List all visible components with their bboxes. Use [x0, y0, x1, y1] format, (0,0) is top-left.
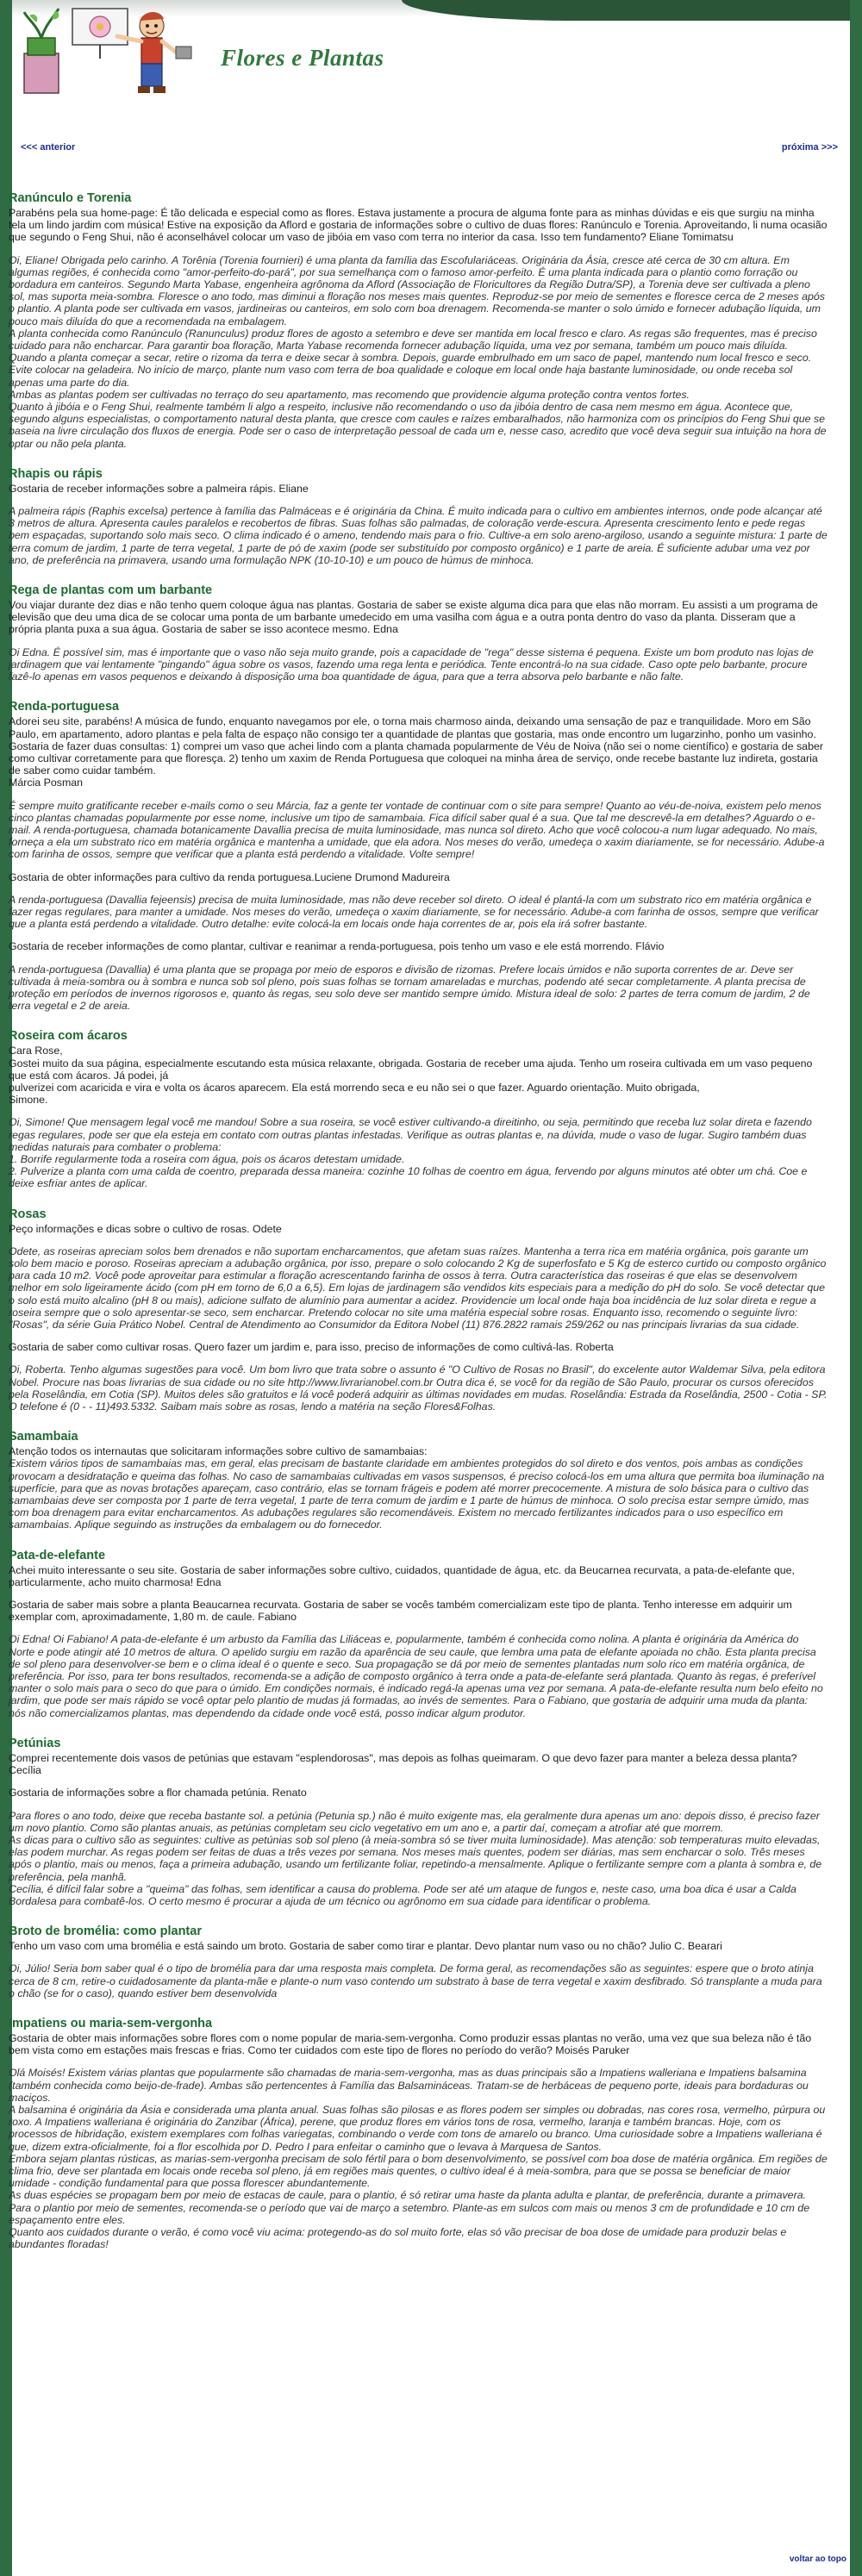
answer-text: Oi Edna. É possível sim, mas é importante que o vaso não seja muito grande, pois a capacidade de "rega" desse sistema é pequena. Existe um bom produto nas lojas de jardinagem que vai lentamente "pingando" água sobre os vasos, fazendo uma rega lenta e periódica. Tente encontrá-lo na sua cidade. Caso opte pelo barbante, procure fazê-lo apenas em vasos pequenos e deixando à disposição uma boa quantidade de água, para que a terra absorva pelo barbante e não falte.	[9, 646, 814, 683]
back-to-top-link[interactable]: voltar ao topo	[789, 2554, 846, 2564]
spacer	[9, 861, 828, 871]
faq-content	[9, 191, 828, 2267]
right-frame-border	[850, 0, 862, 2576]
answer-text: Olá Moisés! Existem várias plantas que popularmente são chamadas de maria-sem-vergonha, mas as duas principais são a Impatiens walleriana e Impatiens balsamina (também conhecida como beijo-de-frade). Ambas são pertencentes à Família das Balsamináceas. Tratam-se de herbáceas de pequeno porte, ideais para bordaduras ou maciços. A balsamina é originária da Ásia e considerada uma planta anual. Suas folhas são pilosas e as flores podem ser simples ou dobradas, nas cores rosa, vermelho, púrpura ou roxo. A Impatiens walleriana é originária do Zanzibar (África), perene, que produz flores em vários tons de rosa, vermelho, laranja e também brancas. Hoje, com os processos de hibridação, existem exemplares com folhas variegatas, combinando o verde com tons de amarelo ou branco. Uma curiosidade sobre a Impatiens walleriana é que, dizem extra-oficialmente, foi a flor escolhida por D. Pedro I para enfeitar o caminho que o levava à Marquesa de Santos. Embora sejam plantas rústicas, as marias-sem-vergonha precisam de solo fértil para o bom desenvolvimento, se possível com boa dose de matéria orgânica. Em regiões de clima frio, deve ser plantada em locais onde receba sol pleno, já em regiões mais quentes, o cultivo ideal é à meia-sombra, para que se possa se beneficiar de maior umidade - condição fundamental para que possa florescer abundantemente. As duas espécies se propagam bem por meio de estacas de caule, para o plantio, é só retirar uma haste da planta adulta e plantar, de preferência, durante a primavera. Para o plantio por meio de sementes, recomenda-se o período que vai de março a setembro. Plante-as em sulcos com mais ou menos 3 cm de profundidade e 10 cm de espaçamento entre eles. Quanto aos cuidados durante o verão, é como você viu acima: protegendo-as do sol muito forte, elas só vão precisar de boa dose de umidade para produzir belas e abundantes floradas!	[9, 2067, 828, 2251]
faq-section	[9, 1924, 828, 1999]
section-title: Impatiens ou maria-sem-vergonha	[9, 2016, 213, 2030]
faq-section	[9, 1430, 828, 1531]
answer-text: A renda-portuguesa (Davallia) é uma planta que se propaga por meio de esporos e divisão de rizomas. Prefere locais úmidos e não suporta correntes de ar. Deve ser cultivada à meia-sombra ou à sombra e nunca sob sol pleno, pois suas folhas se tornam amareladas e murchas, podendo até secar completamente. A planta precisa de proteção em períodos de invernos rigorosos e, quanto às regas, seu solo deve ser mantido sempre úmido. Mistura ideal de solo: 2 partes de terra comum de jardim, 2 de terra vegetal e 2 de areia.	[9, 963, 810, 1013]
faq-section	[9, 1207, 828, 1413]
answer-text: A palmeira rápis (Raphis excelsa) pertence à família das Palmáceas e é originária da China. É muito indicada para o cultivo em ambientes internos, onde pode alcançar até 3 metros de altura. Apresenta caules paralelos e recobertos de fibras. Suas folhas são palmadas, de coloração verde-escura. Apresenta crescimento lento e pede regas bem espaçadas, suportando solo mais seco. O clima indicado é o ameno, tendendo mais para o frio. Cultive-a em solo areno-argiloso, usando a seguinte mistura: 1 parte de terra comum de jardim, 1 parte de terra vegetal, 1 parte de pó de xaxim (pode ser substituído por composto orgânico) e 1 parte de areia. É suficiente adubar uma vez por ano, de preferência na primavera, usando uma formulação NPK (10-10-10) e um pouco de húmus de minhoca.	[9, 505, 828, 566]
question-text: Gostaria de receber informações de como plantar, cultivar e reanimar a renda-portuguesa, pois tenho um vaso e ele está morrendo. Flávio	[9, 940, 665, 953]
section-title: Broto de bromélia: como plantar	[9, 1924, 202, 1939]
question-text: Adorei seu site, parabéns! A música de fundo, enquanto navegamos por ele, o torna mais charmoso ainda, deixando uma sensação de paz e tranquilidade. Moro em São Paulo, em apartamento, adoro plantas e pela falta de espaço não consigo ter a quantidade de plantas que gostaria, mas onde encontro um lugarzinho, ponho um vasinho. Gostaria de fazer duas consultas: 1) comprei um vaso que achei lindo com a planta chamada popularmente de Véu de Noiva (não sei o nome científico) e gostaria de saber como cultivar corretamente para que floresça. 2) tenho um xaxim de Renda Portuguesa que coloquei na minha área de serviço, onde recebe bastante luz indireta, gostaria de saber como cuidar também. Márcia Posman	[9, 715, 823, 789]
question-text: Comprei recentemente dois vasos de petúnias que estavam "esplendorosas", mas depois as folhas queimaram. O que devo fazer para manter a beleza dessa planta? Cecília	[9, 1751, 797, 1777]
section-title: Ranúnculo e Torenia	[9, 191, 132, 205]
header	[12, 0, 850, 110]
question-text: Gostaria de receber informações sobre a palmeira rápis. Eliane	[9, 482, 309, 495]
section-title: Roseira com ácaros	[9, 1029, 128, 1044]
spacer	[9, 1331, 828, 1341]
question-text: Gostaria de informações sobre a flor chamada petúnia. Renato	[9, 1787, 307, 1799]
answer-text: Oi, Júlio! Seria bom saber qual é o tipo de bromélia para dar uma resposta mais completa. De forma geral, as recomendações são as seguintes: espere que o broto atinja cerca de 8 cm, retire-o cuidadosamente da planta-mãe e plante-o num vaso contendo um substrato à base de terra vegetal e xaxim desfibrado. Só transplante a muda para o chão (se for o caso), quando estiver bem desenvolvida	[9, 1962, 822, 1999]
faq-section	[9, 1029, 828, 1189]
faq-section	[9, 467, 828, 566]
question-text: Cara Rose, Gostei muito da sua página, especialmente escutando esta música relaxante, obrigada. Gostaria de receber uma ajuda. Tenho um roseira cultivada em um vaso pequeno que está com ácaros. Já podei, já pulverizei com acaricida e vira e volta os ácaros aparecem. Ela está morrendo seca e eu não sei o que fazer. Aguardo orientação. Muito obrigada, Simone.	[9, 1045, 813, 1107]
faq-section	[9, 191, 828, 450]
question-text: Tenho um vaso com uma bromélia e está saindo um broto. Gostaria de saber como tirar e plantar. Devo plantar num vaso ou no chão? Julio C. Bearari	[9, 1940, 722, 1953]
faq-section	[9, 583, 828, 683]
top-navigation	[12, 110, 850, 153]
site-title: Flores e Plantas	[221, 45, 384, 71]
answer-text: Oi, Roberta. Tenho algumas sugestões para você. Um bom livro que trata sobre o assunto é "O Cultivo de Rosas no Brasil", do excelente autor Waldemar Silva, pela editora Nobel. Procure nas boas livrarias de sua cidade ou no site http://www.livrarianobel.com.br Outra dica é, se você for da região de São Paulo, procurar os cursos oferecidos pela Roselândia, em Cotia (SP). Muitos deles são gratuitos e lá você poderá adquirir as últimas novidades em mudas. Roselândia: Estrada da Roselândia, 2500 - Cotia - SP. O telefone é (0 - - 11)493.5332. Saibam mais sobre as rosas, lendo a matéria na seção Flores&Folhas.	[9, 1363, 828, 1413]
question-text: Gostaria de obter informações para cultivo da renda portuguesa.Luciene Drumond Madureira	[9, 870, 450, 883]
question-text: Peço informações e dicas sobre o cultivo de rosas. Odete	[9, 1222, 282, 1235]
answer-text: Existem vários tipos de samambaias mas, em geral, elas precisam de bastante claridade em ambientes protegidos do sol direto e dos ventos, pois ambas as condições provocam a desidratação e queima das folhas. No caso de samambaias cultivadas em vasos suspensos, é preciso colocá-los em uma altura que permita boa iluminação na superfície, para que as novas brotações apareçam, caso contrário, elas se tornam frágeis e podem até morrer precocemente. A mistura de solo básica para o cultivo das samambaias deve ser composta por 1 parte de terra vegetal, 1 parte de terra comum de jardim e 1 parte de húmus de minhoca. O solo precisa estar sempre úmido, mas com boa drenagem para evitar encharcamentos. As adubações regulares são recomendáveis. Existem no mercado fertilizantes indicados para o uso específico em samambaias. Aplique seguindo as instruções da embalagem ou do fornecedor.	[9, 1457, 825, 1531]
question-text: Atenção todos os internautas que solicitaram informações sobre cultivo de samambaias:	[9, 1445, 428, 1458]
next-page-link[interactable]: próxima >>>	[781, 142, 838, 153]
faq-section	[9, 1737, 828, 1907]
answer-text: Para flores o ano todo, deixe que receba bastante sol. a petúnia (Petunia sp.) não é muito exigente mas, ela geralmente dura apenas um ano: depois disso, é preciso fazer um novo plantio. Como são plantas anuais, as petúnias completam seu ciclo vegetativo em um ano e, a partir daí, começam a atrofiar até que morrem. As dicas para o cultivo são as seguintes: cultive as petúnias sob sol pleno (à meia-sombra só se tiver muita luminosidade). Mas atenção: sob temperaturas muito elevadas, elas podem murchar. As regas podem ser feitas de duas a três vezes por semana. Nos meses mais quentes, podem ser diárias, mas sem encharcar o solo. Três meses após o plantio, mais ou menos, faça a primeira adubação, usando um fertilizante foliar, repetindo-a mensalmente. Aplique o fertilizante sempre com a planta à sombra e, de preferência, pela manhã. Cecília, é difícil falar sobre a "queima" das folhas, sem identificar a causa do problema. Pode ser até um ataque de fungos e, neste caso, uma boa dica é usar a Calda Bordalesa para combatê-los. O certo mesmo é procurar a ajuda de um técnico ou agrônomo em sua cidade para identificar o problema.	[9, 1809, 822, 1907]
header-swoosh	[402, 0, 850, 21]
question-text: Gostaria de saber mais sobre a planta Beaucarnea recurvata. Gostaria de saber se vocês também comercializam este tipo de planta. Tenho interesse em adquirir um exemplar com, aproximadamente, 1,80 m. de caule. Fabiano	[9, 1599, 792, 1624]
section-title: Petúnias	[9, 1736, 61, 1750]
section-title: Rhapis ou rápis	[9, 466, 103, 481]
faq-section	[9, 700, 828, 1012]
section-title: Pata-de-elefante	[9, 1548, 106, 1562]
answer-text: Oi Edna! Oi Fabiano! A pata-de-elefante é um arbusto da Família das Liliáceas e, popularmente, também é conhecida como nolina. A planta é originária da América do Norte e pode atingir até 10 metros de altura. O apelido surgiu em razão da aparência de seu caule, que lembra uma pata de elefante apoiada no chão. Esta planta precisa de sol pleno para desenvolver-se bem e o clima ideal é o quente e seco. Sua propagação se dá por meio de sementes plantadas num solo rico em matéria orgânica, de preferência. Por isso, para ter bons resultados, recomenda-se a adição de composto orgânico à terra onde a pata-de-elefante será plantada. Quanto às regas, é preferível manter o solo mais para o seco do que para o úmido. Em condições normais, é indicado regá-la apenas uma vez por semana. A pata-de-elefante resulta num belo efeito no jardim, que pode ser mais rápido se você optar pelo plantio de mudas já formadas, ao invés de sementes. Para o Fabiano, que gostaria de adquirir uma muda da planta: nós não comercializamos plantas, mas dependendo da cidade onde você está, posso indicar algum produtor.	[9, 1633, 823, 1719]
question-text: Achei muito interessante o seu site. Gostaria de saber informações sobre cultivo, cuidados, quantidade de água, etc. da Beucarnea recurvata, a pata-de-elefante que, particularmente, acho muito charmosa! Edna	[9, 1563, 795, 1588]
answer-text: A renda-portuguesa (Davallia fejeensis) precisa de muita luminosidade, mas não deve receber sol direto. O ideal é plantá-la com um substrato rico em matéria orgânica e fazer regas regulares, para manter a umidade. Nos meses do verão, umedeça o xaxim diariamente, se for necessário. Adube-a com farinha de ossos, sempre que verificar que a planta está perdendo a vitalidade. Outro detalhe: evite colocá-la em locais onde haja correntes de ar, pois ela irá sofrer bastante.	[9, 893, 819, 931]
faq-section	[9, 2017, 828, 2250]
mascot-logo-icon	[21, 3, 210, 107]
faq-section	[9, 1549, 828, 1719]
section-title: Rega de plantas com um barbante	[9, 583, 213, 598]
section-title: Renda-portuguesa	[9, 700, 120, 714]
question-text: Vou viajar durante dez dias e não tenho quem coloque água nas plantas. Gostaria de saber se existe alguma dica para que elas não morram. Eu assisti a um programa de televisão que deu uma dica de se colocar uma ponta de um barbante umedecido em uma vasilha com água e a outra ponta dentro do vaso da planta. Disseram que a própria planta puxa a sua água. Gostaria de saber se isso acontece mesmo. Edna	[9, 599, 818, 636]
question-text: Gostaria de saber como cultivar rosas. Quero fazer um jardim e, para isso, preciso de informações de como cultivá-las. Roberta	[9, 1341, 614, 1354]
spacer	[9, 930, 828, 940]
answer-text: Oi, Eliane! Obrigada pelo carinho. A Torênia (Torenia fournieri) é uma planta da família das Escofulariáceas. Originária da Ásia, cresce até cerca de 30 cm altura. Em algumas regiões, é conhecida como "amor-perfeito-do-pará", por sua semelhança com o famoso amor-perfeito. É uma planta indicada para o plantio como forração ou bordadura em canteiros. Segundo Marta Yabase, engenheira agrônoma da Aflord (Associação de Floricultores da Região Dutra/SP), a Torenia deve ser cultivada a pleno sol, mas suporta meia-sombra. Floresce o ano todo, mas diminui a floração nos meses mais quentes. Reproduz-se por meio de sementes e floresce cerca de 2 meses após o plantio. A planta pode ser cultivada em vasos, jardineiras ou canteiros, em solo com boa drenagem. Recomenda-se manter o solo úmido e fornecer adubação líquida, um pouco mais diluída do que a recomendada na embalagem. A planta conhecida como Ranúnculo (Ranunculus) produz flores de agosto a setembro e deve ser mantida em local fresco e claro. As regas são frequentes, mas é preciso cuidado para não encharcar. Para garantir boa floração, Marta Yabase recomenda fornecer adubação líquida, uma vez por semana, também um pouco mais diluída. Quando a planta começar a secar, retire o rizoma da terra e deixe secar à sombra. Depois, guarde embrulhado em um saco de papel, mantendo num local fresco e seco. Evite colocar na geladeira. No início de março, plante num vaso com terra de boa qualidade e coloque em local onde haja bastante luminosidade, ou onde receba sol apenas uma parte do dia. Ambas as plantas podem ser cultivadas no terraço do seu apartamento, mas recomendo que providencie alguma proteção contra ventos fortes. Quanto à jibóia e o Feng Shui, realmente também li algo a respeito, inclusive não recomendando o uso da jibóia dentro de casa nem mesmo em água. Acontece que, segundo alguns especialistas, o comportamento natural desta planta, que cresce com caules e raízes embaralhados, não harmoniza com os princípios do Feng Shui que se baseia na livre circulação dos fluxos de energia. Pode ser o caso de interpretação pessoal de cada um e, nesse caso, acredito que você deva seguir sua intuição na hora de optar ou não pela planta.	[9, 253, 827, 450]
answer-text: Odete, as roseiras apreciam solos bem drenados e não suportam encharcamentos, que afetam suas raízes. Mantenha a terra rica em matéria orgânica, pois garante um solo bem macio e poroso. Roseiras apreciam a adubação orgânica, por isso, prepare o solo colocando 2 Kg de superfosfato e 5 Kg de esterco curtido ou composto orgânico para cada 10 m2. Você pode aproveitar para estimular a floração acrescentando farinha de ossos à terra. Outra característica das roseiras é que elas se desenvolvem melhor em solo ligeiramente ácido (com pH em torno de 6,0 a 6,5). Em lojas de jardinagem são vendidos kits especiais para a medição do pH do solo. Se você detectar que o solo está muito alcalino (pH 8 ou mais), adicione sulfato de alumínio para aumentar a acidez. Providencie um local onde haja boa incidência de luz solar direta e regue a roseira sempre que o solo apresentar-se seco, sem encharcar. Pretendo colocar no site uma matéria especial sobre rosas. Enquanto isso, recomendo o seguinte livro: "Rosas", da série Guia Prático Nobel. Central de Atendimento ao Consumidor da Editora Nobel (11) 876.2822 ramais 259/262 ou nas principais livrarias da sua cidade.	[9, 1244, 827, 1332]
spacer	[9, 1776, 828, 1787]
section-title: Rosas	[9, 1207, 47, 1221]
spacer	[9, 1588, 828, 1599]
answer-text: É sempre muito gratificante receber e-mails como o seu Márcia, faz a gente ter vontade de continuar com o site para sempre! Quanto ao véu-de-noiva, existem pelo menos cinco plantas chamadas popularmente por esse nome, inclusive um tipo de samambaia. Fica difícil saber qual é a sua. Que tal me descrevê-la em detalhes? Aguardo o e-mail. A renda-portuguesa, chamada botanicamente Davallia precisa de muita luminosidade, mas nunca sol direto. Acho que você colocou-a num lugar adequado. No mais, forneça a ela um substrato rico em matéria orgânica e mantenha a umidade, que ela adora. Nos meses do verão, umedeça o xaxim diariamente, se for necessário. Adube-a com farinha de ossos, sempre que verificar que a planta está perdendo a vitalidade. Volte sempre!	[9, 799, 825, 861]
answer-text: Oi, Simone! Que mensagem legal você me mandou! Sobre a sua roseira, se você estiver cultivando-a direitinho, ou seja, permitindo que receba luz solar direta e fazendo regas regulares, pode ser que ela esteja em contato com outras plantas infestadas. Verifique as outras plantas e, na dúvida, mude o vaso de lugar. Sugiro também duas medidas naturais para combater o problema: 1. Borrife regularmente toda a roseira com água, pois os ácaros detestam umidade. 2. Pulverize a planta com uma calda de coentro, preparada dessa maneira: cozinhe 10 folhas de coentro em água, fervendo por alguns minutos até obter um chá. Coe e deixe esfriar antes de aplicar.	[9, 1116, 812, 1190]
question-text: Parabéns pela sua home-page: É tão delicada e especial como as flores. Estava justamente a procura de alguma fonte para as minhas dúvidas e eis que surgiu na minha tela um lindo jardim com música! Estive na exposição da Aflord e gostaria de informações sobre o cultivo de duas flores: Ranúnculo e Torenia. Aproveitando, li numa ocasião que segundo o Feng Shui, não é aconselhável colocar um vaso de jibóia em vaso com terra no interior da casa. Isso tem fundamento? Eliane Tomimatsu	[9, 207, 828, 244]
previous-page-link[interactable]: <<< anterior	[21, 142, 76, 153]
section-title: Samambaia	[9, 1430, 78, 1444]
question-text: Gostaria de obter mais informações sobre flores com o nome popular de maria-sem-vergonha. Como produzir essas plantas no verão, uma vez que sua beleza não é tão bem vista como em estações mais frescas e frias. Como ter cuidados com este tipo de flores no período do verão? Moisés Paruker	[9, 2031, 812, 2057]
